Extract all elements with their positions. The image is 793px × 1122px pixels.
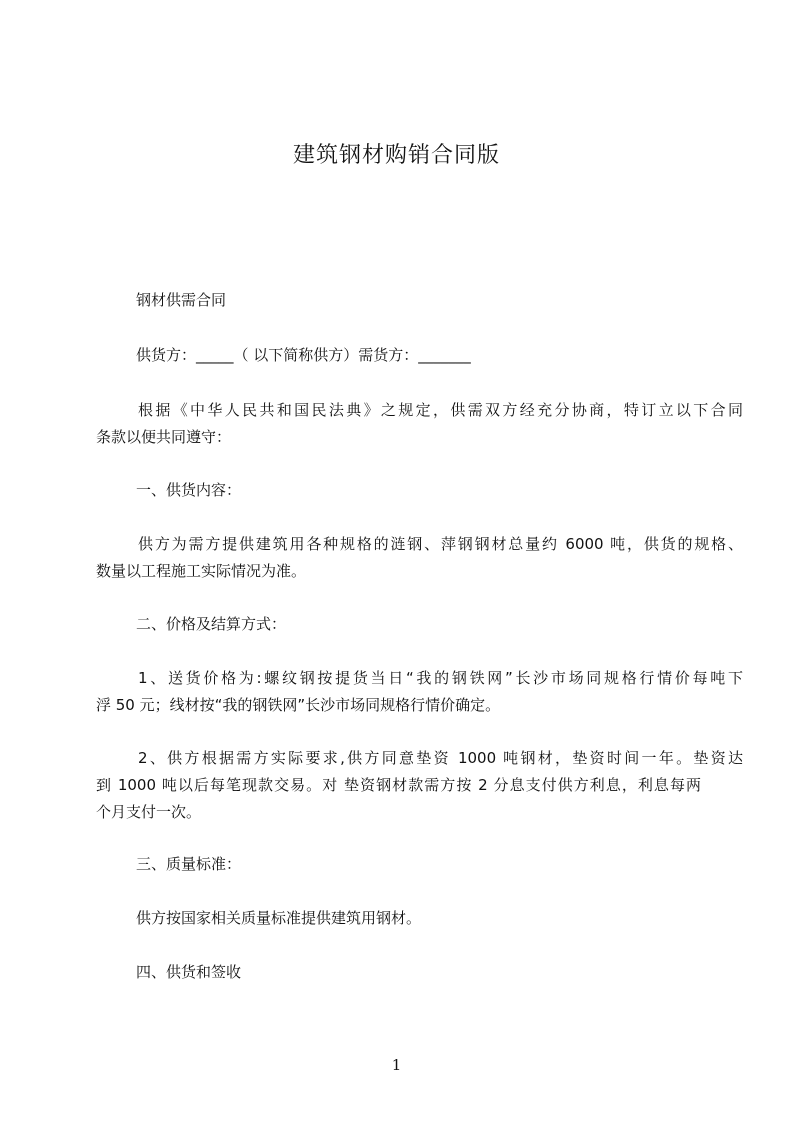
parties-line: 供货方：_____（ 以下简称供方）需货方：_______	[136, 346, 471, 364]
preamble-line-2: 条款以便共同遵守：	[96, 428, 232, 446]
section-4-heading: 四、供货和签收	[136, 963, 242, 981]
section-1-line-2: 数量以工程施工实际情况为准。	[96, 562, 307, 580]
section-2-item-2-line-1: 2、供方根据需方实际要求,供方同意垫资 1000 吨钢材，垫资时间一年。垫资达	[138, 749, 743, 767]
contract-heading: 钢材供需合同	[136, 291, 227, 309]
section-3-line-1: 供方按国家相关质量标准提供建筑用钢材。	[136, 909, 422, 927]
section-2-item-1-line-1: 1、送货价格为:螺纹钢按提货当日“我的钢铁网”长沙市场同规格行情价每吨下	[138, 669, 743, 687]
document-title: 建筑钢材购销合同版	[292, 143, 500, 168]
page-number: 1	[391, 1056, 402, 1074]
section-2-item-1-line-2: 浮 50 元；线材按“我的钢铁网”长沙市场同规格行情价确定。	[96, 696, 501, 714]
section-1-line-1: 供方为需方提供建筑用各种规格的涟钢、萍钢钢材总量约 6000 吨，供货的规格、	[138, 535, 743, 553]
section-1-heading: 一、供货内容：	[136, 481, 242, 499]
preamble-line-1: 根据《中华人民共和国民法典》之规定，供需双方经充分协商，特订立以下合同	[138, 401, 743, 419]
section-2-heading: 二、价格及结算方式：	[136, 615, 287, 633]
section-3-heading: 三、质量标准：	[136, 855, 242, 873]
section-2-item-2-line-3: 个月支付一次。	[96, 803, 202, 821]
section-2-item-2-line-2: 到 1000 吨以后每笔现款交易。对 垫资钢材款需方按 2 分息支付供方利息，利息每两	[96, 776, 701, 794]
